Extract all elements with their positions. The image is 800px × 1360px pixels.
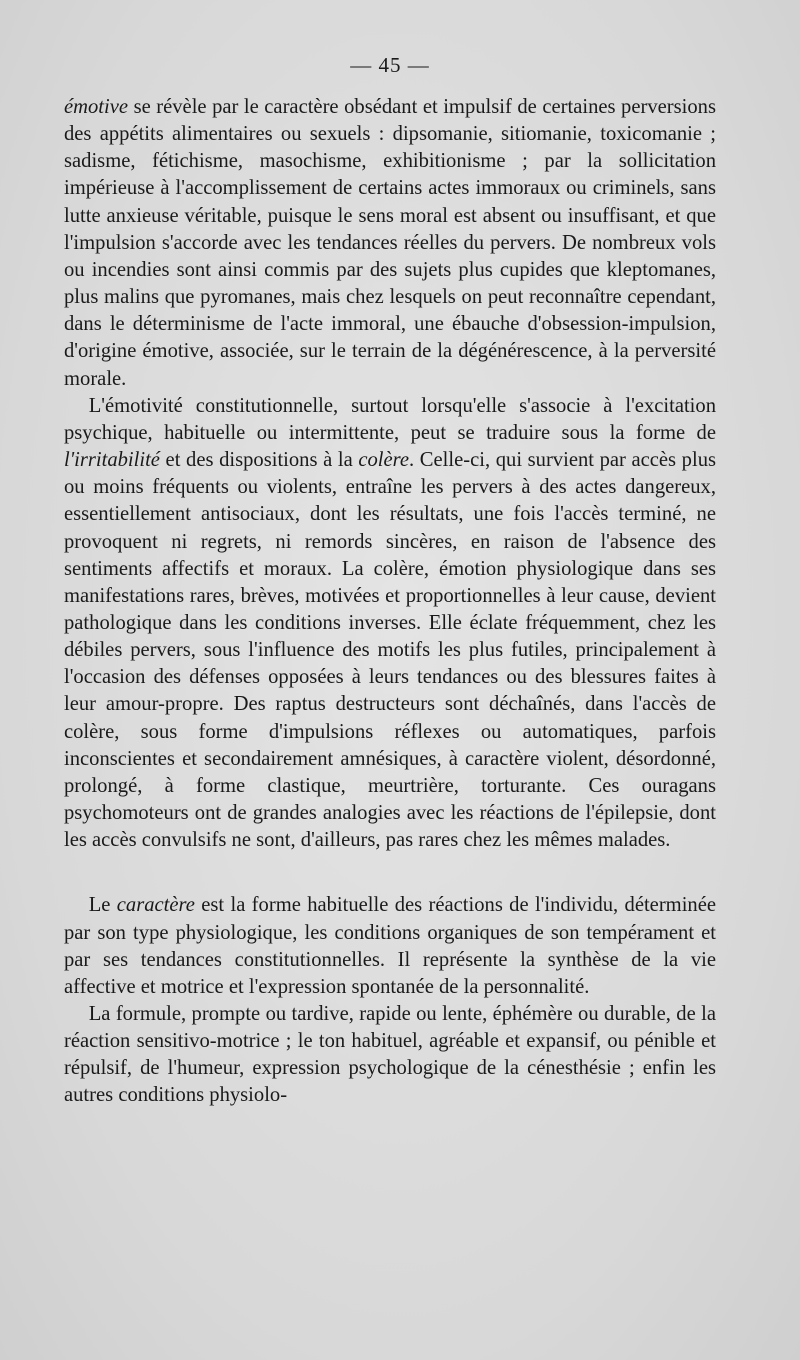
paragraph-character-definition bbox=[64, 892, 716, 1001]
italic-term-anger: colère bbox=[358, 449, 410, 472]
paragraph-irritability-anger bbox=[64, 393, 716, 855]
paragraph-text: se révèle par le caractère obsédant et impulsif de certaines perversions des appétits alimentaires ou sexuels : dipsomanie, sitiomanie, toxicomanie ; sadisme, fétichisme, masochisme, exhibitionisme ; par la sollicitation impérieuse à l'accomplissement de certains actes immoraux ou criminels, sans lutte anxieuse véritable, puisque le sens moral est absent ou insuffisant, et que l'impulsion s'accorde avec les tendances réelles du pervers. De nombreux vols ou incendies sont ainsi commis par des sujets plus cupides que kleptomanes, plus malins que pyromanes, mais chez lesquels on peut reconnaître cependant, dans le déterminisme de l'acte immoral, une ébauche d'obsession-impulsion, d'origine émotive, associée, sur le terrain de la dégénérescence, à la perversité morale. bbox=[64, 96, 716, 390]
paragraph-reaction-formula bbox=[64, 1001, 716, 1110]
page-number: — 45 — bbox=[350, 53, 430, 77]
paragraph-text: Le bbox=[88, 894, 117, 917]
paragraph-text: . Celle-ci, qui survient par accès plus ou moins fréquents ou violents, entraîne les pervers à des actes dangereux, essentiellement antisociaux, dont les résultats, une fois l'accès terminé, ne provoquent ni regrets, ni remords sincères, en raison de l'absence des sentiments affectifs et moraux. La colère, émotion physiologique dans ses manifestations rares, brèves, motivées et proportionnelles à leur cause, devient pathologique dans les conditions inverses. Elle éclate fréquemment, chez les débiles pervers, sous l'influence des motifs les plus futiles, principalement à l'occasion des défenses opposées à leurs tendances ou des blessures faites à leur amour-propre. Des raptus destructeurs sont déchaînés, dans l'accès de colère, sous forme d'impulsions réflexes ou automatiques, parfois inconscientes et secondairement amnésiques, à caractère violent, désordonné, prolongé, à forme clastique, meurtrière, torturante. Ces ouragans psychomoteurs ont de grandes analogies avec les réactions de l'épilepsie, dont les accès convulsifs ne sont, d'ailleurs, pas rares chez les mêmes malades. bbox=[64, 449, 717, 852]
paragraph-emotive-perversions bbox=[64, 94, 716, 393]
italic-term-emotive: émotive bbox=[64, 96, 129, 118]
italic-term-irritability: l'irritabilité bbox=[64, 449, 160, 472]
paragraph-text: et des dispositions à la bbox=[159, 449, 359, 472]
paragraph-text: L'émotivité constitutionnelle, surtout lorsqu'elle s'associe à l'excitation psychique, habituelle ou intermittente, peut se traduire sous la forme de bbox=[64, 394, 716, 444]
italic-term-character: caractère bbox=[116, 894, 195, 917]
paragraph-text: est la forme habituelle des réactions de l'individu, déterminée par son type physiologique, les conditions organiques de son tempérament et par ses tendances constitutionnelles. Il représente la synthèse de la vie affective et motrice et l'expression spontanée de la personnalité. bbox=[64, 894, 716, 998]
paragraph-text: La formule, prompte ou tardive, rapide ou lente, éphémère ou durable, de la réaction sensitivo-motrice ; le ton habituel, agréable et expansif, ou pénible et répulsif, de l'humeur, expression psychologique de la cénesthésie ; enfin les autres conditions physiolo- bbox=[64, 1003, 716, 1107]
book-page bbox=[64, 52, 716, 1110]
